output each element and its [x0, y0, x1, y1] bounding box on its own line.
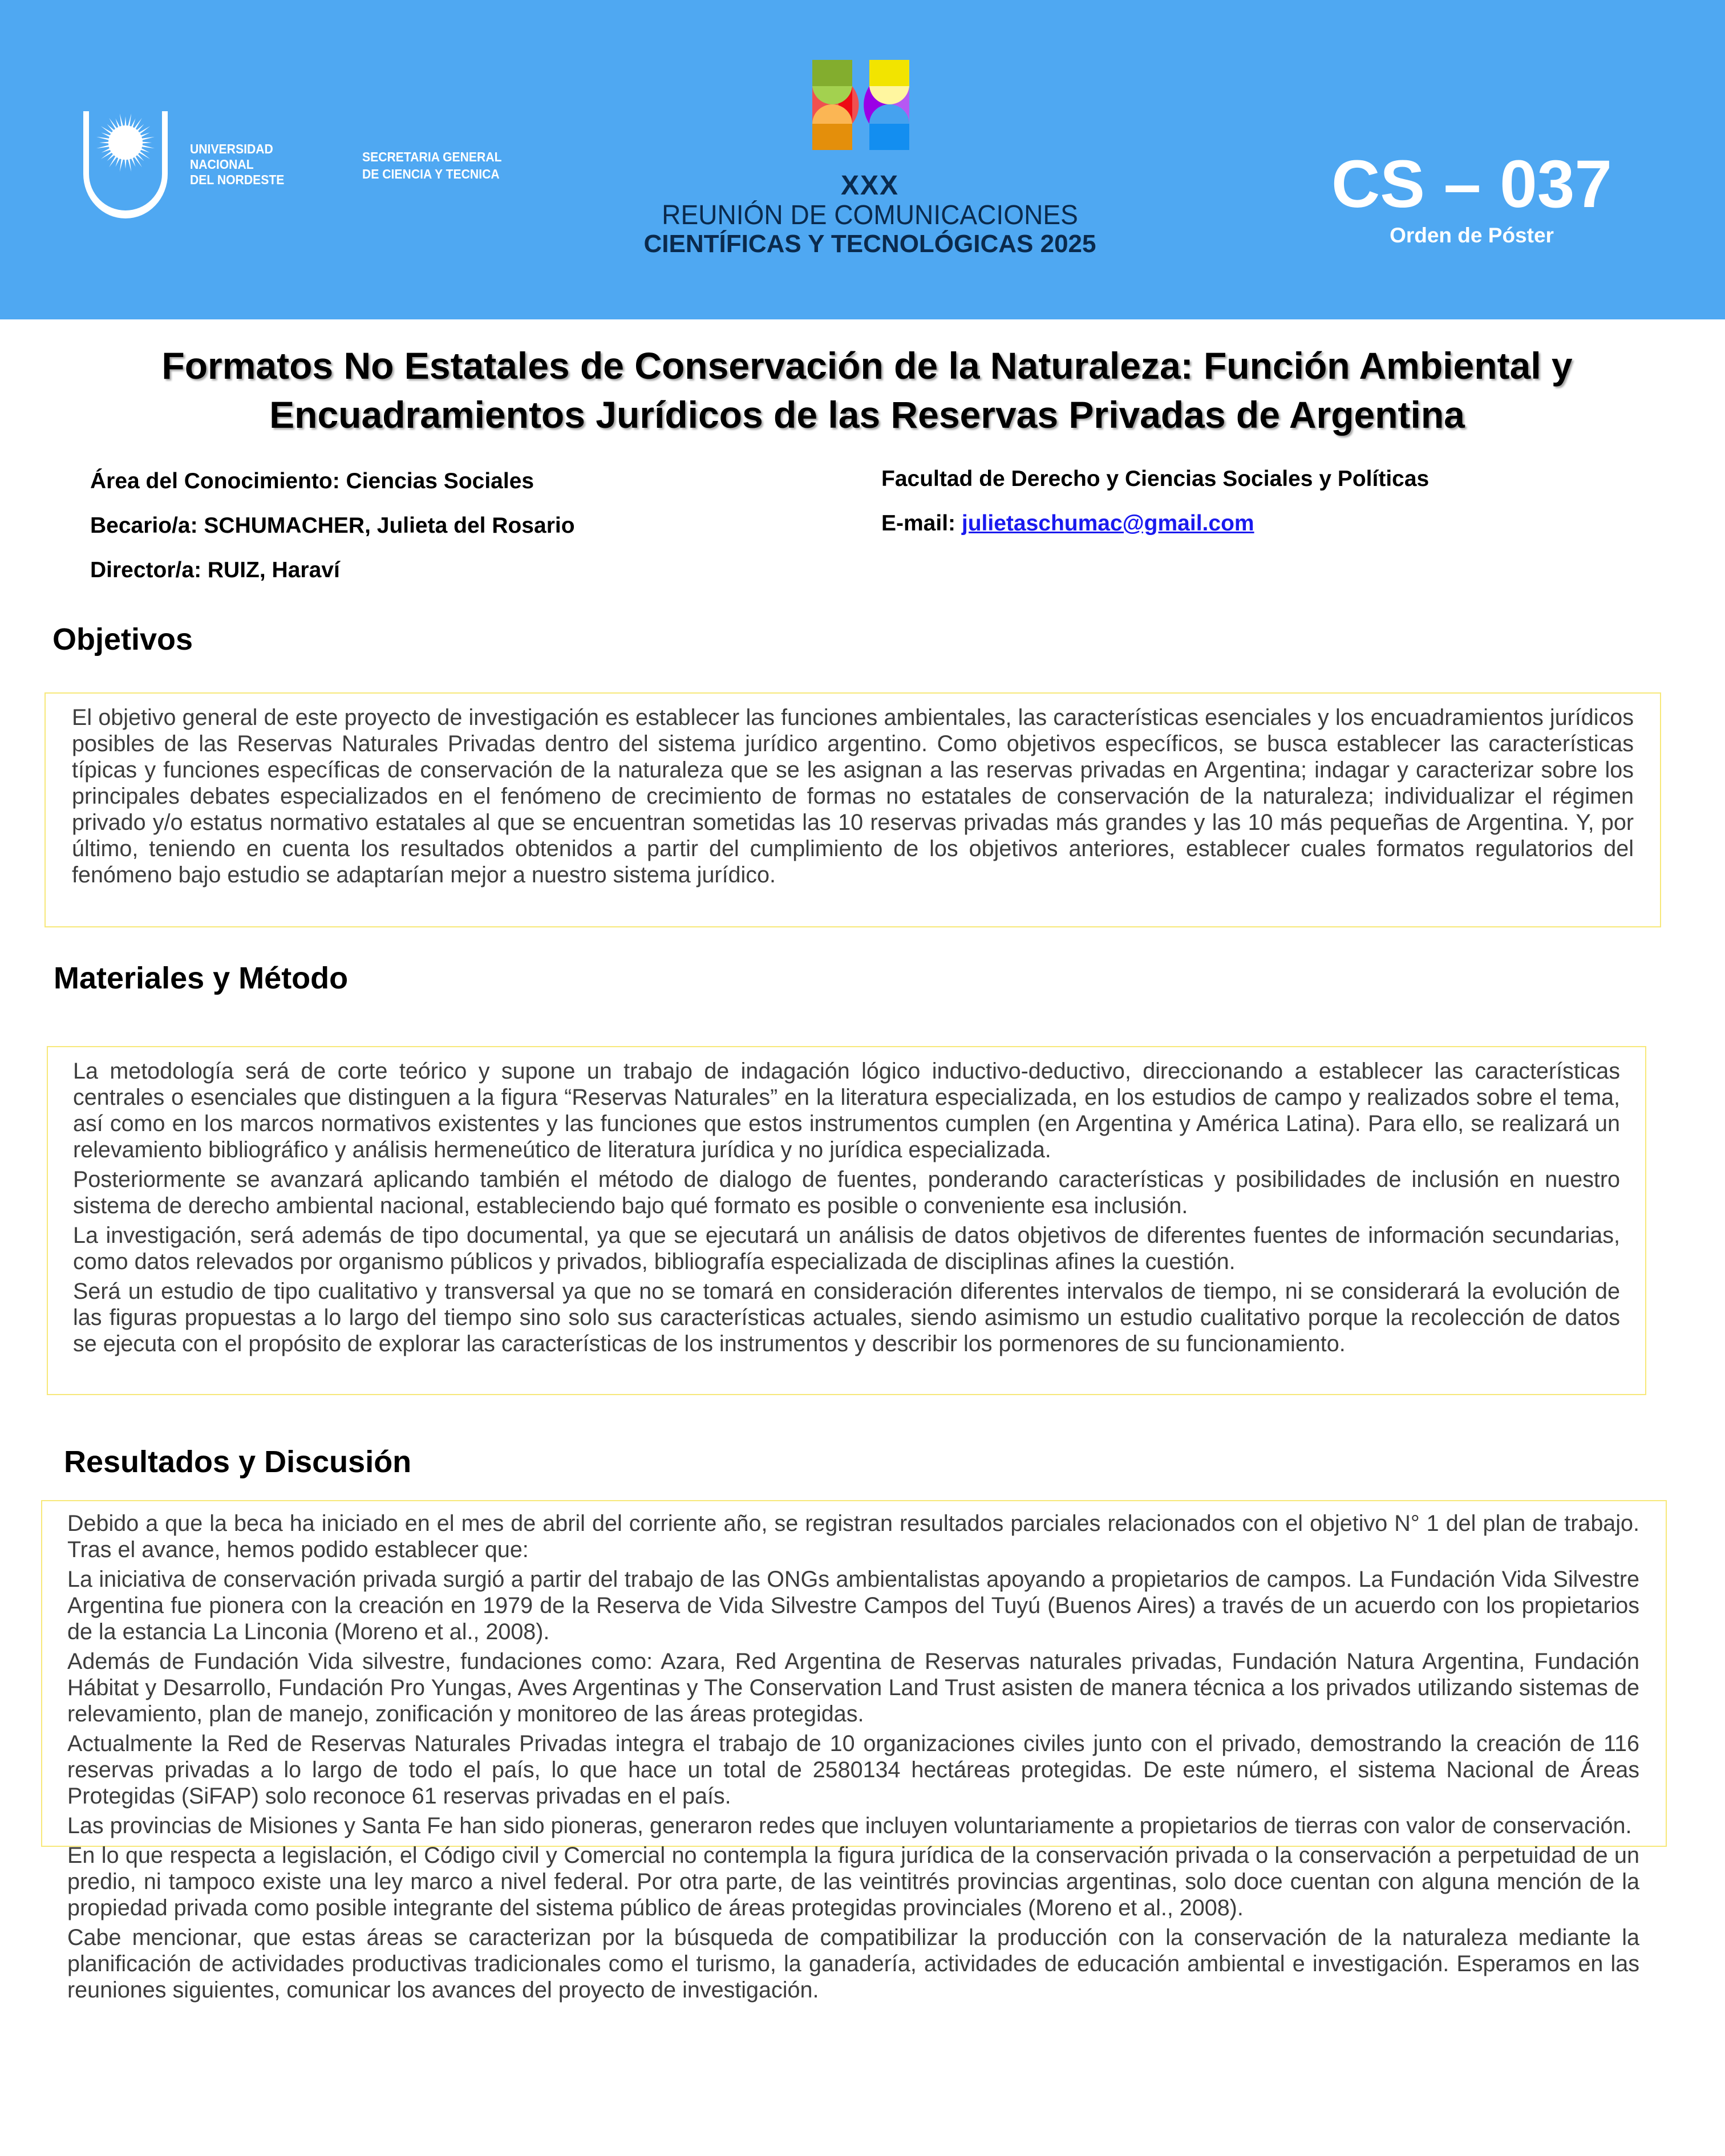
materiales-heading: Materiales y Método: [54, 961, 349, 995]
faculty-name: Facultad de Derecho y Ciencias Sociales y Políticas: [881, 467, 1430, 491]
sun-ray: [141, 137, 155, 140]
sun-ray: [99, 141, 110, 143]
sun-ray: [124, 116, 126, 127]
event-colorful-logo-icon: [812, 60, 912, 150]
poster-code-label: Orden de Póster: [1390, 224, 1554, 247]
email-line: [881, 511, 1254, 536]
secretariat-name: SECRETARIA GENERAL DE CIENCIA Y TECNICA: [362, 149, 502, 181]
event-edition: XXX: [840, 171, 900, 201]
director-name: Director/a: RUIZ, Haraví: [90, 558, 340, 582]
objetivos-heading: Objetivos: [52, 622, 193, 656]
event-name-line1: REUNIÓN DE COMUNICACIONES: [662, 200, 1078, 230]
poster-header: [0, 0, 1725, 319]
fellow-name: Becario/a: SCHUMACHER, Julieta del Rosario: [90, 513, 575, 538]
unne-sun-logo-icon: [80, 111, 171, 220]
email-link[interactable]: julietaschumac@gmail.com: [961, 511, 1254, 536]
poster-title: Formatos No Estatales de Conservación de la Naturaleza: Función Ambiental y Encuadramientos Jurídicos de las Reservas Privadas de Argentina: [161, 345, 1573, 436]
resultados-body: Debido a que la beca ha iniciado en el mes de abril del corriente año, se registran resultados parciales relacionados con el objetivo N° 1 del plan de trabajo. Tras el avance, hemos podido establecer que: La iniciativa de conservación privada surgió a partir del trabajo de las ONGs ambientalistas apoyando a propietarios de campos. La Fundación Vida Silvestre Argentina fue pionera con la creación en 1979 de la Reserva de Vida Silvestre Campos del Tuyú (Buenos Aires) a través de un acuerdo con los propietarios de la estancia La Linconia (Moreno et al., 2008). Además de Fundación Vida silvestre, fundaciones como: Azara, Red Argentina de Reservas naturales privadas, Fundación Natura Argentina, Fundación Hábitat y Desarrollo, Fundación Pro Yungas, Aves Argentinas y The Conservation Land Trust asisten de manera técnica a los privados utilizando sistemas de relevamiento, plan de manejo, zonificación y monitoreo de las áreas protegidas. Actualmente la Red de Reservas Naturales Privadas integra el trabajo de 10 organizaciones civiles junto con el privado, demostrando la creación de 116 reservas privadas a lo largo de todo el país, lo que hace un total de 2580134 hectáreas protegidas. De este número, el sistema Nacional de Áreas Protegidas (SiFAP) solo reconoce 61 reservas privadas en el país. Las provincias de Misiones y Santa Fe han sido pioneras, generaron redes que incluyen voluntariamente a propietarios de tierras con valor de conservación. En lo que respecta a legislación, el Código civil y Comercial no contempla la figura jurídica de la conservación privada o la conservación a perpetuidad de un predio, ni tampoco existe una ley marco a nivel federal. Por otra parte, de las veintitrés provincias argentinas, solo doce cuentan con alguna mención de la propiedad privada como posible integrante del sistema público de áreas protegidas provinciales (Moreno et al., 2008). Cabe mencionar, que estas áreas se caracterizan por la búsqueda de compatibilizar la producción con la conservación de la naturaleza mediante la planificación de actividades productivas tradicionales como el turismo, la ganadería, actividades de educación ambiental e investigación. Esperamos en las reuniones siguientes, comunicar los avances del proyecto de investigación.: [67, 1511, 1639, 2003]
knowledge-area: Área del Conocimiento: Ciencias Sociales: [90, 469, 534, 493]
university-name: UNIVERSIDAD NACIONAL DEL NORDESTE: [190, 141, 285, 187]
resultados-heading: Resultados y Discusión: [64, 1445, 412, 1479]
sun-ray: [141, 141, 152, 143]
sun-ray: [96, 137, 110, 140]
materiales-body: La metodología será de corte teórico y supone un trabajo de indagación lógico inductivo-deductivo, direccionando a establecer las características centrales o esenciales que distinguen a la figura “Reservas Naturales” en la literatura especializada, en los estudios de campo y realizados sobre el tema, así como en los marcos normativos existentes y las funciones que estos instrumentos cumplen (en Argentina y América Latina). Para ello, se realizará un relevamiento bibliográfico y análisis hermeneútico de literatura jurídica y no jurídica especializada. Posteriormente se avanzará aplicando también el método de dialogo de fuentes, ponderando características y posibilidades de inclusión en nuestro sistema de derecho ambiental nacional, estableciendo bajo qué formato es posible o conveniente esa inclusión. La investigación, será además de tipo documental, ya que se ejecutará un análisis de datos objetivos de diferentes fuentes de información secundarias, como datos relevados por organismo públicos y privados, bibliografía especializada de disciplinas afines la cuestión. Será un estudio de tipo cualitativo y transversal ya que no se tomará en consideración diferentes intervalos de tiempo, ni se considerará la evolución de las figuras propuestas a lo largo del tiempo sino solo sus características actuales, siendo asimismo un estudio cualitativo porque la recolección de datos se ejecuta con el propósito de explorar las características de los instrumentos y describir los pormenores de su funcionamiento.: [73, 1059, 1620, 1356]
sun-ray: [141, 145, 155, 148]
event-name-line2: CIENTÍFICAS Y TECNOLÓGICAS 2025: [643, 230, 1096, 258]
sun-ray: [128, 158, 131, 172]
sun-ray: [124, 159, 126, 169]
email-label: E-mail:: [881, 511, 962, 536]
sun-ray: [120, 158, 123, 172]
sun-ray: [128, 114, 131, 127]
sun-ray: [96, 145, 110, 148]
sun-ray: [120, 114, 123, 127]
poster-code: CS – 037: [1331, 147, 1612, 222]
objetivos-body: El objetivo general de este proyecto de investigación es establecer las funciones ambientales, las características esenciales y los encuadramientos jurídicos posibles de las Reservas Naturales Privadas dentro del sistema jurídico argentino. Como objetivos específicos, se busca establecer las características típicas y funciones específicas de conservación de la naturaleza que se les asignan a las reservas privadas en Argentina; indagar y caracterizar sobre los principales debates especializados en el fenómeno de crecimiento de formas no estatales de conservación de la naturaleza; individualizar el régimen privado y/o estatus normativo estatales al que se encuentran sometidas las 10 reservas privadas más grandes y las 10 más pequeñas de Argentina. Y, por último, teniendo en cuenta los resultados obtenidos a partir del cumplimiento de los objetivos anteriores, establecer cuales formatos regulatorios del fenómeno bajo estudio se adaptarían mejor a nuestro sistema jurídico.: [72, 705, 1634, 887]
